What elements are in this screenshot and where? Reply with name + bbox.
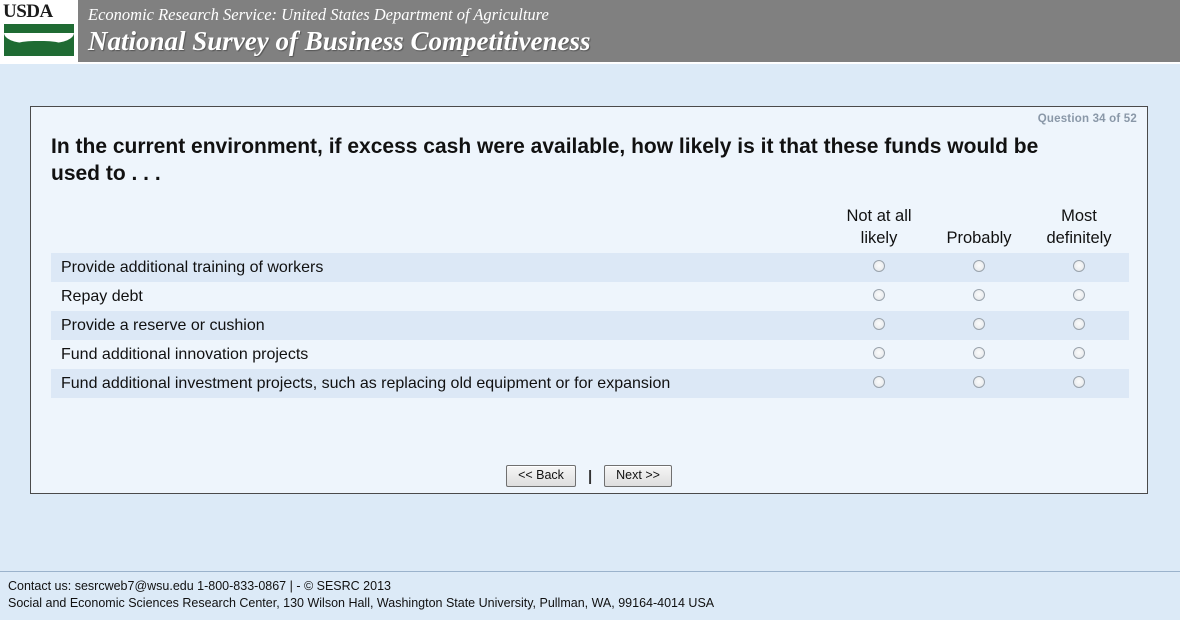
cell-innovation-projects-probably[interactable]: [929, 340, 1029, 369]
radio-repay-debt-most-definitely[interactable]: [1073, 289, 1085, 301]
cell-reserve-cushion-probably[interactable]: [929, 311, 1029, 340]
radio-investment-projects-most-definitely[interactable]: [1073, 376, 1085, 388]
row-label-innovation-projects: Fund additional innovation projects: [51, 340, 829, 369]
matrix-table: [51, 205, 1129, 398]
cell-training-probably[interactable]: [929, 253, 1029, 282]
nav-separator: |: [587, 467, 593, 485]
usda-logo-text: USDA: [3, 1, 53, 22]
column-header-most-definitely: Most definitely: [1046, 207, 1112, 247]
radio-innovation-projects-probably[interactable]: [973, 347, 985, 359]
cell-training-not-at-all-likely[interactable]: [829, 253, 929, 282]
question-counter: Question 34 of 52: [1037, 113, 1137, 125]
cell-investment-projects-probably[interactable]: [929, 369, 1029, 398]
cell-training-most-definitely[interactable]: [1029, 253, 1129, 282]
row-label-reserve-cushion: Provide a reserve or cushion: [51, 311, 829, 340]
matrix-header-row: [51, 205, 1129, 253]
cell-innovation-projects-most-definitely[interactable]: [1029, 340, 1129, 369]
radio-investment-projects-not-at-all-likely[interactable]: [873, 376, 885, 388]
radio-investment-projects-probably[interactable]: [973, 376, 985, 388]
column-header-probably: Probably: [946, 229, 1012, 247]
radio-reserve-cushion-probably[interactable]: [973, 318, 985, 330]
back-button[interactable]: << Back: [506, 465, 576, 487]
cell-reserve-cushion-not-at-all-likely[interactable]: [829, 311, 929, 340]
cell-repay-debt-most-definitely[interactable]: [1029, 282, 1129, 311]
survey-navigation: [31, 465, 1147, 487]
site-header: [0, 0, 1180, 64]
table-row: [51, 369, 1129, 398]
question-matrix: [51, 205, 1129, 398]
row-label-investment-projects: Fund additional investment projects, such as replacing old equipment or for expansion: [51, 369, 829, 398]
cell-repay-debt-not-at-all-likely[interactable]: [829, 282, 929, 311]
question-prompt: In the current environment, if excess cash were available, how likely is it that these funds would be used to . . .: [51, 135, 1039, 185]
radio-repay-debt-probably[interactable]: [973, 289, 985, 301]
usda-logo-hill: [4, 41, 74, 56]
cell-innovation-projects-not-at-all-likely[interactable]: [829, 340, 929, 369]
row-label-training: Provide additional training of workers: [51, 253, 829, 282]
survey-title: National Survey of Business Competitiveness: [88, 26, 591, 56]
radio-innovation-projects-most-definitely[interactable]: [1073, 347, 1085, 359]
usda-logo: [0, 0, 78, 62]
table-row: [51, 340, 1129, 369]
cell-reserve-cushion-most-definitely[interactable]: [1029, 311, 1129, 340]
next-button[interactable]: Next >>: [604, 465, 672, 487]
radio-training-not-at-all-likely[interactable]: [873, 260, 885, 272]
radio-training-most-definitely[interactable]: [1073, 260, 1085, 272]
footer-contact-line: Contact us: sesrcweb7@wsu.edu 1-800-833-0867 | - © SESRC 2013: [8, 579, 391, 593]
cell-repay-debt-probably[interactable]: [929, 282, 1029, 311]
header-titles: [78, 0, 591, 62]
cell-investment-projects-most-definitely[interactable]: [1029, 369, 1129, 398]
footer-address-line: Social and Economic Sciences Research Center, 130 Wilson Hall, Washington State University, Pullman, WA, 99164-4014 USA: [8, 596, 715, 610]
site-footer: [0, 571, 1180, 620]
survey-panel: [30, 106, 1148, 494]
agency-name: Economic Research Service: United States Department of Agriculture: [88, 5, 549, 24]
radio-innovation-projects-not-at-all-likely[interactable]: [873, 347, 885, 359]
table-row: [51, 253, 1129, 282]
table-row: [51, 282, 1129, 311]
radio-reserve-cushion-not-at-all-likely[interactable]: [873, 318, 885, 330]
matrix-corner-cell: [51, 205, 829, 253]
table-row: [51, 311, 1129, 340]
radio-repay-debt-not-at-all-likely[interactable]: [873, 289, 885, 301]
row-label-repay-debt: Repay debt: [51, 282, 829, 311]
column-header-not-at-all-likely: Not at all likely: [846, 207, 912, 247]
radio-reserve-cushion-most-definitely[interactable]: [1073, 318, 1085, 330]
cell-investment-projects-not-at-all-likely[interactable]: [829, 369, 929, 398]
radio-training-probably[interactable]: [973, 260, 985, 272]
